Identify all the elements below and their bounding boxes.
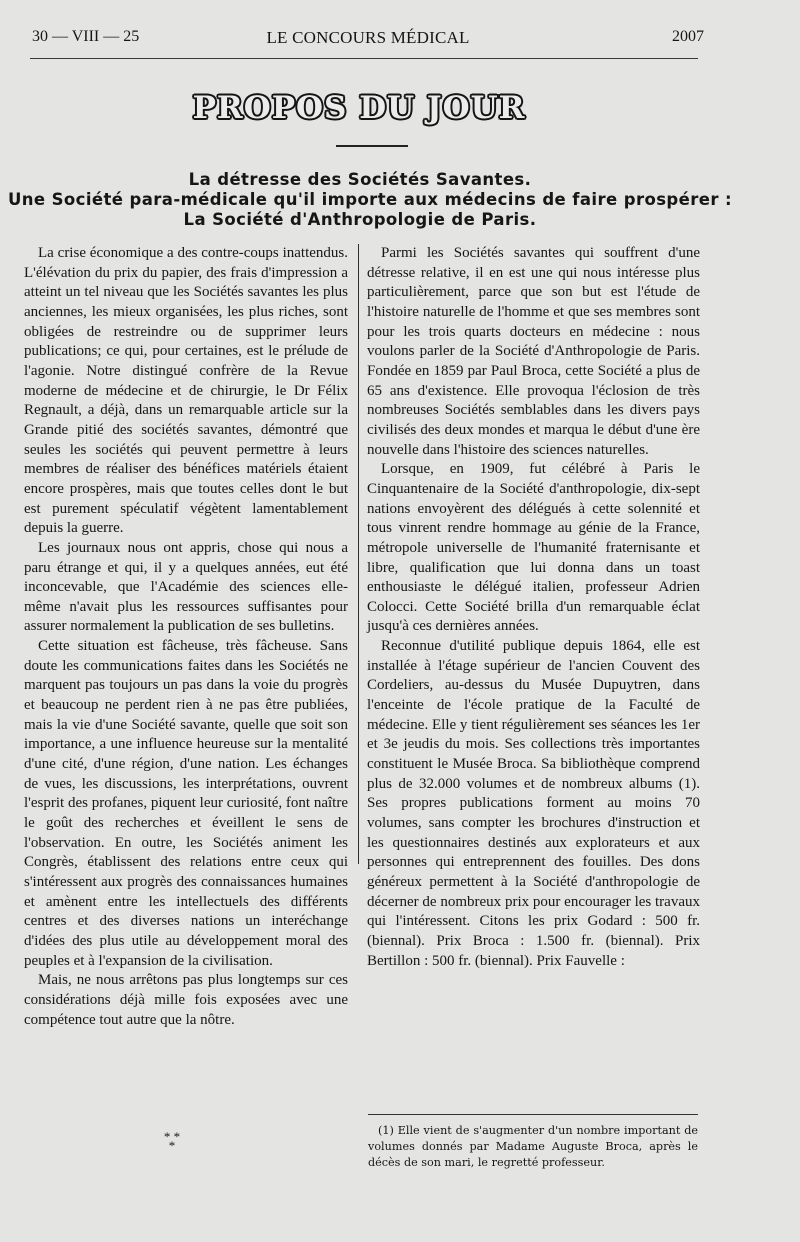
paragraph: Lorsque, en 1909, fut célébré à Paris le Cinquantenaire de la Société d'anthropologie, dix-sept nations envoyèrent des délégués à cette solennité et tous vinrent rendre hommage au génie de la France, métropole universelle de l'humanité fraternisante et libre, qualification que lui donna dans un toast enthousiaste le délégué italien, professeur Adrien Colocci. Cette Société brilla d'un remarquable éclat jusqu'à ces dernières années. (367, 461, 700, 635)
title-rule (336, 145, 408, 147)
column-rule (358, 244, 359, 864)
subheading-1: La détresse des Sociétés Savantes. (188, 170, 532, 189)
journal-title: LE CONCOURS MÉDICAL (266, 28, 470, 47)
footnote-text: (1) Elle vient de s'augmenter d'un nombre important de volumes donnés par Madame Auguste Broca, après le décès de son mari, le regretté professeur. (368, 1124, 698, 1169)
paragraph: Cette situation est fâcheuse, très fâcheuse. Sans doute les communications faites dans les Sociétés ne marquent pas toujours un pas dans la voie du progrès et beaucoup ne perdent rien à ne pas être publiées, mais la vie d'une Société savante, quelle que soit son importance, a une influence heureuse sur la mentalité d'une cité, d'une région, d'une nation. Les échanges de vues, les discussions, les interprétations, ouvrent l'esprit des profanes, piquent leur curiosité, font naître le goût des recherches et éveillent le sens de l'observation. En outre, les Sociétés animent les Congrès, établissent des relations entre ceux qui s'intéressent aux progrès des connaissances humaines et amènent entre les intellectuels des différents centres et des diverses nations un interéchange d'idées des plus utile au développement moral des peuples et à l'expansion de la civilisation. (24, 638, 348, 969)
footnote-rule (368, 1114, 698, 1115)
running-header (32, 28, 704, 52)
section-title: PROPOS DU JOUR (192, 90, 526, 126)
page-number: 2007 (672, 28, 704, 45)
issue-reference: 30 — VIII — 25 (32, 28, 140, 45)
section-separator: * * * (163, 1129, 181, 1153)
left-column (24, 244, 348, 1030)
paragraph: Reconnue d'utilité publique depuis 1864, elle est installée à l'étage supérieur de l'ancien Couvent des Cordeliers, au-dessus du Musée Dupuytren, dans l'enceinte de l'école pratique de la Faculté de médecine. Elle y tient régulièrement ses séances les 1er et 3e jeudis du mois. Ses collections très importantes constituent le Musée Broca. Sa bibliothèque comprend plus de 32.000 volumes et de nombreux albums (1). Ses propres publications forment au moins 70 volumes, sans compter les brochures d'instruction et les questionnaires destinés aux explorateurs et aux personnes qui entreprennent des fouilles. Des dons généreux permettent à la Société d'anthropologie de décerner de nombreux prix pour encourager les travaux qui l'intéressent. Citons les prix Godard : 500 fr. (biennal). Prix Broca : 1.500 fr. (biennal). Prix Bertillon : 500 fr. (biennal). Prix Fauvelle : (367, 638, 700, 969)
paragraph: La crise économique a des contre-coups inattendus. L'élévation du prix du papier, des frais d'impression a atteint un tel niveau que les Sociétés savantes les plus anciennes, les mieux organisées, les plus riches, sont obligées de restreindre ou de supprimer leurs publications; ce qui, pour certaines, est le prélude de l'agonie. Notre distingué confrère de la Revue moderne de médecine et de chirurgie, le Dr Félix Regnault, a déjà, dans un remarquable article sur la Grande pitié des sociétés savantes, démontré que seules les sociétés qui peuvent permettre à leurs membres de réaliser des bénéfices matériels étaient encore prospères, mais que toutes celles dont le but est purement spéculatif végètent lamentablement depuis la guerre. (24, 245, 348, 537)
paragraph: Parmi les Sociétés savantes qui souffrent d'une détresse relative, il en est une qui nous intéresse plus particulièrement, parce que son but est l'étude de l'histoire naturelle de l'homme et que ses membres sont pour les trois quarts docteurs en médecine : nous voulons parler de la Société d'Anthropologie de Paris. Fondée en 1859 par Paul Broca, cette Société a plus de 65 ans d'existence. Elle provoqua l'éclosion de très nombreuses Sociétés semblables dans les divers pays civilisés des deux mondes et marqua le début d'une ère nouvelle dans l'histoire des sciences naturelles. (367, 245, 700, 458)
subheading-3: La Société d'Anthropologie de Paris. (183, 210, 537, 229)
paragraph: Les journaux nous ont appris, chose qui nous a paru étrange et qui, il y a quelques années, eut été inconcevable, que l'Académie des sciences elle-même n'avait plus les ressources suffisantes pour assurer normalement la publication de ses bulletins. (24, 539, 348, 635)
subheading-2: Une Société para-médicale qu'il importe aux médecins de faire prospérer : (7, 190, 733, 209)
header-rule (30, 58, 698, 59)
footnote (368, 1123, 698, 1171)
right-column (367, 244, 700, 971)
paragraph: Mais, ne nous arrêtons pas plus longtemps sur ces considérations déjà mille fois exposées avec une compétence tout autre que la nôtre. (24, 972, 348, 1028)
